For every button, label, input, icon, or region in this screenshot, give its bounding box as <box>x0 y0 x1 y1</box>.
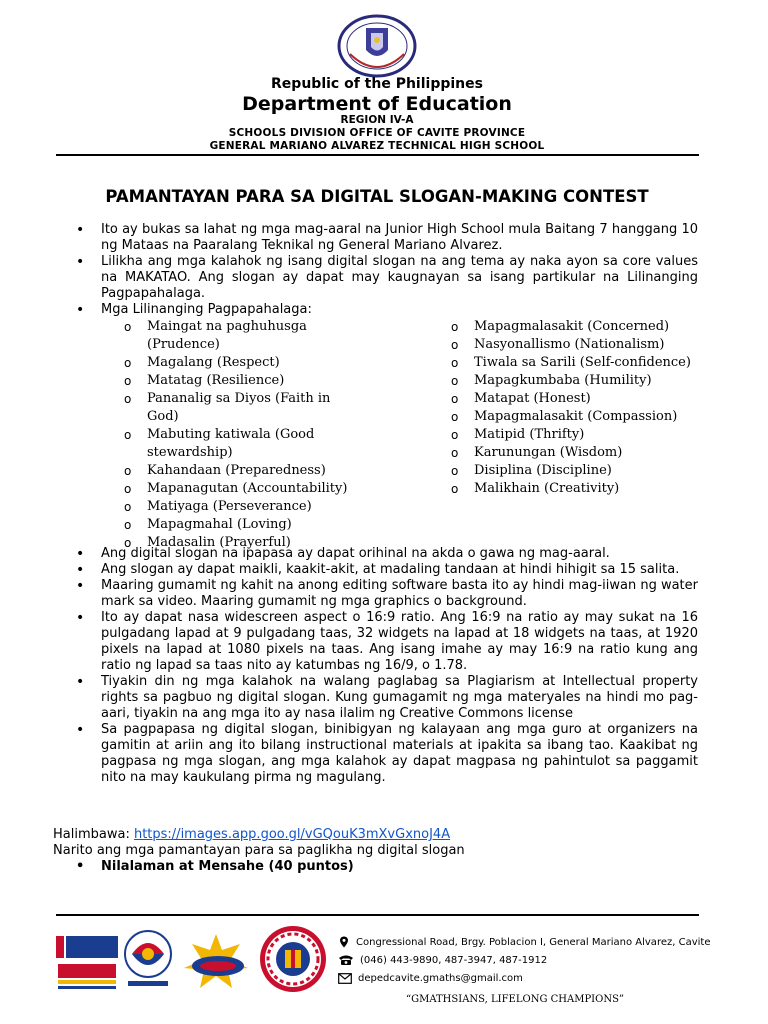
value-item: o Tiwala sa Sarili (Self-confidence) <box>451 354 701 372</box>
value-item: o Mabuting katiwala (Good stewardship) <box>124 426 364 462</box>
criteria-intro: Narito ang mga pamantayan para sa paglikha ng digital slogan <box>53 843 465 858</box>
value-item: o Disiplina (Discipline) <box>451 462 701 480</box>
footer-address <box>338 936 710 948</box>
value-item: o Pananalig sa Diyos (Faith in God) <box>124 390 364 426</box>
document-title: PAMANTAYAN PARA SA DIGITAL SLOGAN-MAKING CONTEST <box>105 187 649 206</box>
school-heading: GENERAL MARIANO ALVAREZ TECHNICAL HIGH SCHOOL <box>209 140 545 152</box>
example-label: Halimbawa: <box>53 827 130 842</box>
value-item: o Mapagmahal (Loving) <box>124 516 364 534</box>
department-heading: Department of Education <box>242 93 512 115</box>
rule-item: • Mga Lilinanging Pagpapahalaga: <box>76 302 698 318</box>
value-item: o Mapanagutan (Accountability) <box>124 480 364 498</box>
value-item: o Malikhain (Creativity) <box>451 480 701 498</box>
value-item: o Karunungan (Wisdom) <box>451 444 701 462</box>
phone-text: (046) 443-9890, 487-3947, 487-1912 <box>360 954 548 966</box>
deped-seal-icon <box>336 14 418 78</box>
footer-divider <box>56 914 699 916</box>
value-item: o Mapagmalasakit (Concerned) <box>451 318 701 336</box>
rules-list-bottom <box>76 546 698 786</box>
value-item: o Mapagmalasakit (Compassion) <box>451 408 701 426</box>
address-text: Congressional Road, Brgy. Poblacion I, General Mariano Alvarez, Cavite <box>356 936 711 948</box>
example-link[interactable]: https://images.app.goo.gl/vGQouK3mXvGxnoJ4A <box>133 827 451 842</box>
value-item: o Matiyaga (Perseverance) <box>124 498 364 516</box>
republic-heading: Republic of the Philippines <box>271 76 483 92</box>
gmaths-school-seal <box>258 924 328 994</box>
value-item: o Magalang (Respect) <box>124 354 364 372</box>
rule-item: • Tiyakin din ng mga kalahok na walang paglabag sa Plagiarism at Intellectual property rights sa pagbuo ng digital slogan. Kung gumagamit ng mga materyales na hindi mo pag-aari, tiyakin na ang mga ito ay nasa ilalim ng Creative Commons license <box>76 674 698 722</box>
footer-email <box>338 973 523 984</box>
division-heading: SCHOOLS DIVISION OFFICE OF CAVITE PROVINCE <box>228 127 526 139</box>
rule-item: • Sa pagpapasa ng digital slogan, binibigyan ng kalayaan ang mga guro at organizers na gamitin at ariin ang ito bilang instructional materials at ipakita sa ibang tao. Kaakibat ng pagpasa ng mga slogan, ang mga kalahok ay dapat magpasa ng pahintulot sa paggamit nito na may kaukulang pirma ng magulang. <box>76 722 698 786</box>
rule-item: • Lilikha ang mga kalahok ng isang digital slogan na ang tema ay naka ayon sa core values na MAKATAO. Ang slogan ay dapat may kaugnayan sa isang partikular na Lilinanging Pagpapahalaga. <box>76 254 698 302</box>
deped-matatag-logo <box>54 932 120 994</box>
school-motto: “GMATHSIANS, LIFELONG CHAMPIONS” <box>406 994 625 1005</box>
value-item: o Maingat na paghuhusga (Prudence) <box>124 318 364 354</box>
header-divider <box>56 154 699 156</box>
values-list-right <box>451 318 701 498</box>
value-item: o Nasyonallismo (Nationalism) <box>451 336 701 354</box>
bagong-pilipinas-logo <box>122 928 174 990</box>
envelope-icon <box>338 973 352 984</box>
location-pin-icon <box>338 936 350 948</box>
value-item: o Matapat (Honest) <box>451 390 701 408</box>
values-list-left <box>124 318 364 552</box>
value-item: o Madasalin (Prayerful) <box>124 534 364 552</box>
region-heading: REGION IV-A <box>340 114 414 126</box>
email-text: depedcavite.gmaths@gmail.com <box>358 973 523 984</box>
rule-item: • Ang digital slogan na ipapasa ay dapat orihinal na akda o gawa ng mag-aaral. <box>76 546 698 562</box>
rule-item: • Ito ay dapat nasa widescreen aspect o 16:9 ratio. Ang 16:9 na ratio ay may sukat na 16 pulgadang lapad at 9 pulgadang taas, 32 widgets na lapad at 18 widgets na taas, at 1920 pixels na lapad at 1080 pixels na taas. Ang isang imahe ay may 16:9 na ratio kung ang ratio ng lapad sa taas nito ay katumbas ng 16/9, o 1.78. <box>76 610 698 674</box>
example-line <box>53 827 450 842</box>
rule-item: • Ang slogan ay dapat maikli, kaakit-akit, at madaling tandaan at hindi hihigit sa 15 salita. <box>76 562 698 578</box>
value-item: o Matatag (Resilience) <box>124 372 364 390</box>
rule-item: • Maaring gumamit ng kahit na anong editing software basta ito ay hindi mag-iiwan ng water mark sa video. Maaring gumamit ng mga graphics o background. <box>76 578 698 610</box>
phone-icon <box>338 954 354 966</box>
footer-phone <box>338 954 547 966</box>
value-item: o Matipid (Thrifty) <box>451 426 701 444</box>
value-item: o Kahandaan (Preparedness) <box>124 462 364 480</box>
value-item: o Mapagkumbaba (Humility) <box>451 372 701 390</box>
deped-cavite-logo <box>176 932 256 990</box>
criteria-heading: • Nilalaman at Mensahe (40 puntos) <box>76 859 354 874</box>
rules-list-top <box>76 222 698 318</box>
rule-item: • Ito ay bukas sa lahat ng mga mag-aaral na Junior High School mula Baitang 7 hanggang 10 ng Mataas na Paaralang Teknikal ng General Mariano Alvarez. <box>76 222 698 254</box>
